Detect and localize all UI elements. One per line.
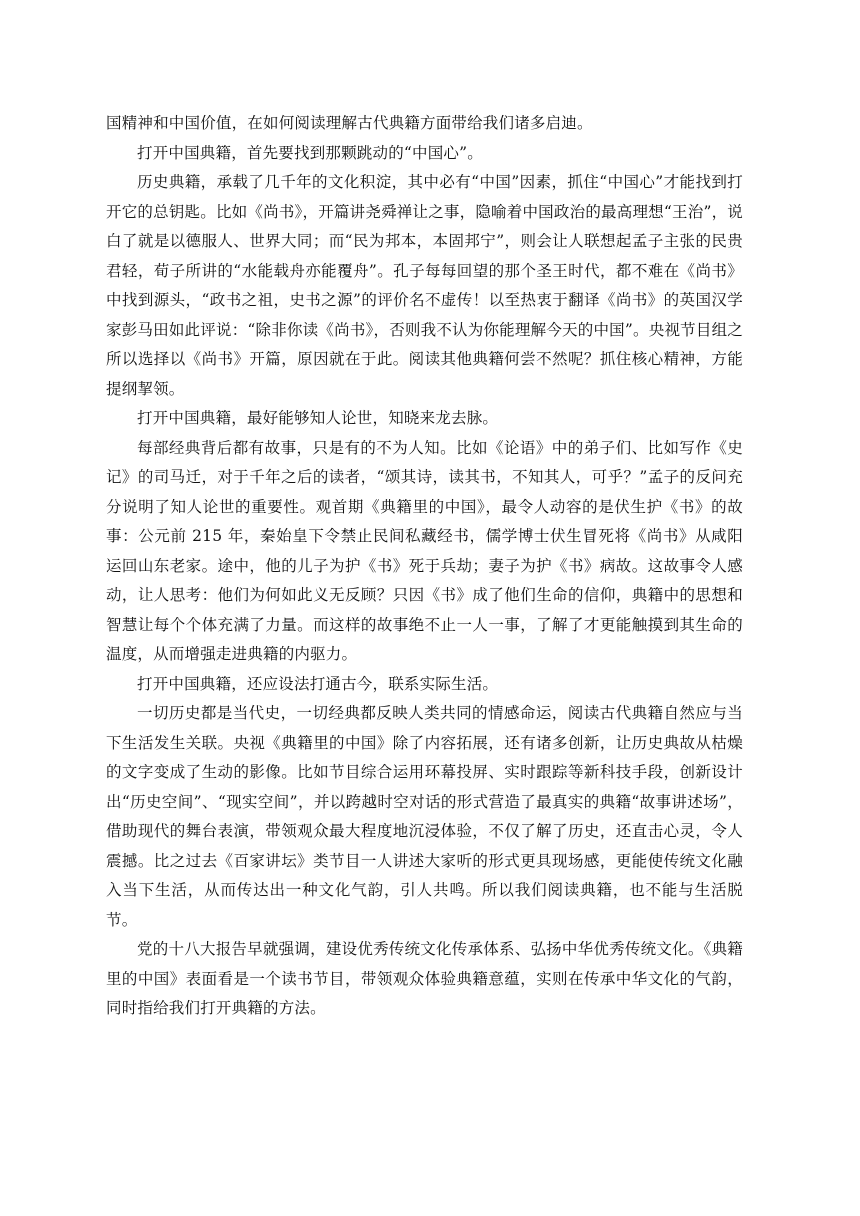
paragraph-point-two-heading: 打开中国典籍，最好能够知人论世，知晓来龙去脉。: [137, 409, 499, 427]
article-body: [106, 109, 743, 1024]
paragraph-point-two-body: 每部经典背后都有故事，只是有的不为人知。比如《论语》中的弟子们、比如写作《史记》的司马迁，对于千年之后的读者，“颂其诗，读其书，不知其人，可乎？”孟子的反问充分说明了知人论世的重要性。观首期《典籍里的中国》，最令人动容的是伏生护《书》的故事：公元前 215 年，秦始皇下令禁止民间私藏经书，儒学博士伏生冒死将《尚书》从咸阳运回山东老家。途中，他的儿子为护《书》死于兵劫；妻子为护《书》病故。这故事令人感动，让人思考：他们为何如此义无反顾？只因《书》成了他们生命的信仰，典籍中的思想和智慧让每个个体充满了力量。而这样的故事绝不止一人一事，了解了才更能触摸到其生命的温度，从而增强走进典籍的内驱力。: [106, 438, 743, 663]
paragraph-point-three-body: 一切历史都是当代史，一切经典都反映人类共同的情感命运，阅读古代典籍自然应与当下生活发生关联。央视《典籍里的中国》除了内容拓展，还有诸多创新，让历史典故从枯燥的文字变成了生动的影像。比如节目综合运用环幕投屏、实时跟踪等新科技手段，创新设计出“历史空间”、“现实空间”，并以跨越时空对话的形式营造了最真实的典籍“故事讲述场”，借助现代的舞台表演，带领观众最大程度地沉浸体验，不仅了解了历史，还直击心灵，令人震撼。比之过去《百家讲坛》类节目一人讲述大家听的形式更具现场感，更能使传统文化融入当下生活，从而传达出一种文化气韵，引人共鸣。所以我们阅读典籍，也不能与生活脱节。: [106, 704, 743, 929]
paragraph-point-three-heading: 打开中国典籍，还应设法打通古今，联系实际生活。: [137, 674, 499, 693]
paragraph-continued-intro: 国精神和中国价值，在如何阅读理解古代典籍方面带给我们诸多启迪。: [106, 114, 593, 132]
paragraph-point-one-heading: 打开中国典籍，首先要找到那颗跳动的“中国心”。: [137, 143, 483, 162]
paragraph-point-one-body: 历史典籍，承载了几千年的文化积淀，其中必有“中国”因素，抓住“中国心”才能找到打开它的总钥匙。比如《尚书》，开篇讲尧舜禅让之事，隐喻着中国政治的最高理想“王治”，说白了就是以德服人、世界大同；而“民为邦本，本固邦宁”，则会让人联想起孟子主张的民贵君轻，荀子所讲的“水能载舟亦能覆舟”。孔子每每回望的那个圣王时代，都不难在《尚书》中找到源头，“政书之祖，史书之源”的评价名不虚传！以至热衷于翻译《尚书》的英国汉学家彭马田如此评说：“除非你读《尚书》，否则我不认为你能理解今天的中国”。央视节目组之所以选择以《尚书》开篇，原因就在于此。阅读其他典籍何尝不然呢？抓住核心精神，方能提纲挈领。: [106, 173, 743, 398]
paragraph-conclusion: 党的十八大报告早就强调，建设优秀传统文化传承体系、弘扬中华优秀传统文化。《典籍里的中国》表面看是一个读书节目，带领观众体验典籍意蕴，实则在传承中华文化的气韵，同时指给我们打开典籍的方法。: [106, 940, 743, 1017]
